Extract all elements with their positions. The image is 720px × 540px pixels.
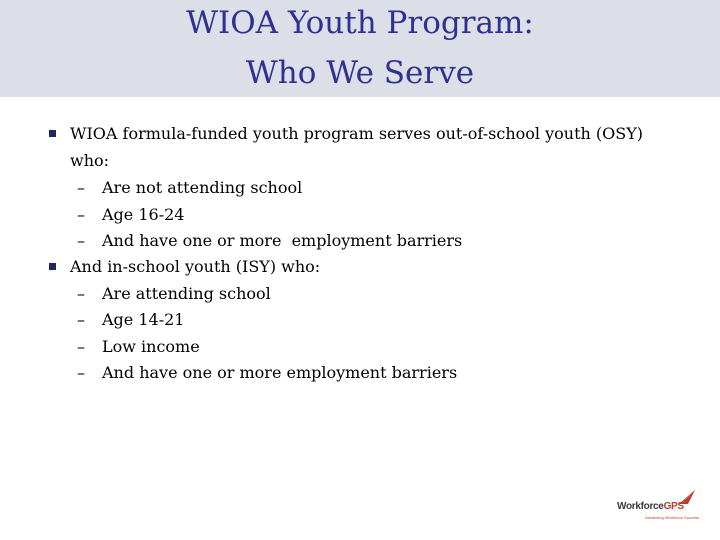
dash-bullet-icon: – (77, 337, 85, 356)
sub-item-isy-2: Age 14-21 (102, 310, 185, 329)
dash-bullet-icon: – (77, 284, 85, 303)
dash-bullet-icon: – (77, 205, 85, 224)
logo-accent: GPS (663, 501, 684, 512)
logo-word: Workforce (617, 501, 664, 512)
dash-bullet-icon: – (77, 231, 85, 250)
slide-title-line-1: WIOA Youth Program: (186, 5, 534, 41)
slide-title-line-2: Who We Serve (245, 55, 475, 91)
sub-item-osy-3: And have one or more employment barriers (102, 231, 463, 250)
square-bullet-icon (49, 130, 56, 137)
square-bullet-icon (49, 263, 56, 270)
sub-item-isy-3: Low income (102, 337, 200, 356)
dash-bullet-icon: – (77, 363, 85, 382)
sub-item-isy-1: Are attending school (102, 284, 271, 303)
logo-wordmark (617, 501, 684, 512)
bullet-text-osy: WIOA formula-funded youth program serves out-of-school youth (OSY) (70, 124, 644, 143)
sub-item-osy-2: Age 16-24 (102, 205, 185, 224)
sub-item-osy-1: Are not attending school (102, 178, 303, 197)
dash-bullet-icon: – (77, 178, 85, 197)
sub-item-isy-4: And have one or more employment barriers (102, 363, 458, 382)
bullet-text-isy: And in-school youth (ISY) who: (70, 257, 321, 276)
dash-bullet-icon: – (77, 310, 85, 329)
logo-tagline: Advancing Workforce Success (645, 515, 700, 520)
workforcegps-logo (617, 490, 700, 524)
bullet-text-osy-continued: who: (70, 151, 110, 170)
